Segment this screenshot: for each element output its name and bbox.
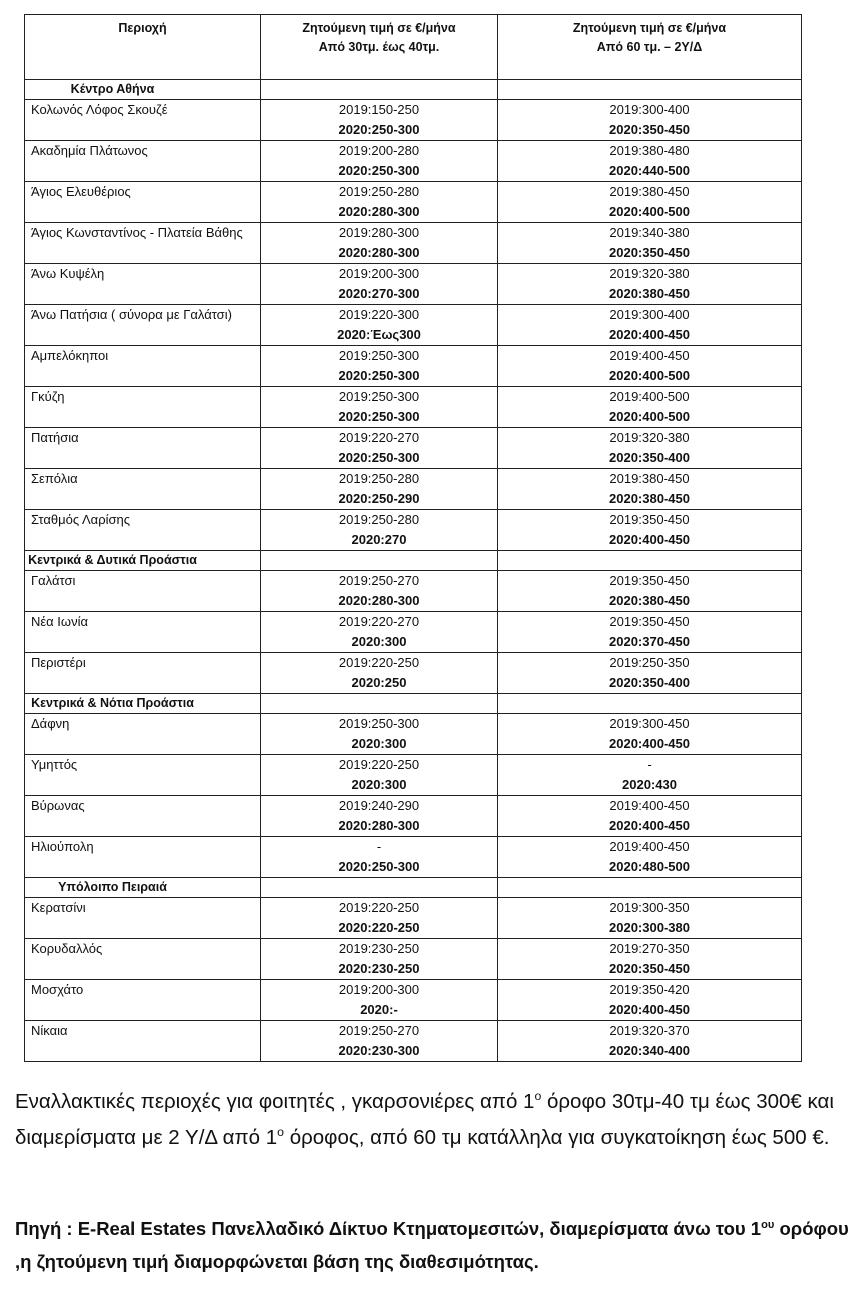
empty-cell	[498, 878, 802, 898]
area-name: Γκύζη	[25, 387, 261, 428]
price-2020: 2020:350-450	[609, 122, 690, 137]
price-small-apartment	[261, 714, 498, 755]
price-two-bedroom	[498, 346, 802, 387]
price-2020: 2020:270	[351, 532, 407, 547]
price-2019: 2019:300-450	[609, 716, 690, 731]
price-2020: 2020:300	[351, 634, 407, 649]
price-2020: 2020:280-300	[338, 593, 420, 608]
table-row	[25, 346, 802, 387]
price-2019: 2019:400-450	[609, 839, 690, 854]
price-2019: 2019:250-300	[338, 348, 420, 363]
area-name: Ηλιούπολη	[25, 837, 261, 878]
price-two-bedroom	[498, 469, 802, 510]
table-row	[25, 428, 802, 469]
table-row	[25, 796, 802, 837]
area-name: Κορυδαλλός	[25, 939, 261, 980]
area-name: Νέα Ιωνία	[25, 612, 261, 653]
table-row	[25, 898, 802, 939]
price-two-bedroom	[498, 571, 802, 612]
price-2019: 2019:350-450	[609, 573, 690, 588]
price-small-apartment	[261, 980, 498, 1021]
price-2019: 2019:250-300	[338, 389, 420, 404]
price-2020: 2020:400-450	[609, 532, 690, 547]
price-2020: 2020:430	[622, 777, 677, 792]
price-2019: 2019:340-380	[609, 225, 690, 240]
price-2019: 2019:220-270	[338, 430, 420, 445]
price-small-apartment	[261, 898, 498, 939]
price-2019: 2019:230-250	[338, 941, 420, 956]
price-2020: 2020:220-250	[338, 920, 420, 935]
price-2019: 2019:350-450	[609, 614, 690, 629]
price-two-bedroom	[498, 510, 802, 551]
price-2019: 2019:350-450	[609, 512, 690, 527]
table-row	[25, 571, 802, 612]
empty-cell	[261, 878, 498, 898]
section-header-row	[25, 694, 802, 714]
empty-cell	[498, 551, 802, 571]
price-small-apartment	[261, 837, 498, 878]
price-2019: 2019:250-280	[338, 512, 420, 527]
price-2020: 2020:280-300	[338, 245, 420, 260]
header-area: Περιοχή	[25, 15, 261, 80]
price-two-bedroom	[498, 980, 802, 1021]
price-2019: 2019:380-480	[609, 143, 690, 158]
price-2020: 2020:300	[351, 736, 407, 751]
price-2019: 2019:300-350	[609, 900, 690, 915]
table-row	[25, 837, 802, 878]
price-2020: 2020:230-250	[338, 961, 420, 976]
table-row	[25, 714, 802, 755]
area-name: Σταθμός Λαρίσης	[25, 510, 261, 551]
table-row	[25, 264, 802, 305]
price-2019: 2019:300-400	[609, 102, 690, 117]
price-2019: 2019:320-380	[609, 266, 690, 281]
price-small-apartment	[261, 182, 498, 223]
table-row	[25, 510, 802, 551]
area-name: Γαλάτσι	[25, 571, 261, 612]
header-two-bedroom: Ζητούμενη τιμή σε €/μήνα Από 60 τμ. – 2Υ/Δ	[498, 15, 802, 80]
section-header-row	[25, 878, 802, 898]
section-header-row	[25, 551, 802, 571]
price-two-bedroom	[498, 612, 802, 653]
price-2020: 2020:400-450	[609, 818, 690, 833]
table-row	[25, 100, 802, 141]
price-2019: 2019:250-280	[338, 471, 420, 486]
section-header-row	[25, 80, 802, 100]
price-2020: 2020:350-450	[609, 961, 690, 976]
empty-cell	[498, 80, 802, 100]
price-2019: 2019:200-300	[338, 266, 420, 281]
price-2020: 2020:270-300	[338, 286, 420, 301]
price-2019: -	[647, 757, 652, 772]
table-row	[25, 755, 802, 796]
table-row	[25, 469, 802, 510]
area-name: Ακαδημία Πλάτωνος	[25, 141, 261, 182]
price-2019: 2019:320-370	[609, 1023, 690, 1038]
price-two-bedroom	[498, 100, 802, 141]
area-name: Νίκαια	[25, 1021, 261, 1062]
price-two-bedroom	[498, 939, 802, 980]
area-name: Άγιος Ελευθέριος	[25, 182, 261, 223]
price-2019: 2019:240-290	[338, 798, 420, 813]
price-2020: 2020:250-300	[338, 163, 420, 178]
area-name: Πατήσια	[25, 428, 261, 469]
price-2020: 2020:400-500	[609, 368, 690, 383]
price-2019: 2019:220-250	[338, 900, 420, 915]
table-row	[25, 387, 802, 428]
price-2020: 2020:400-500	[609, 409, 690, 424]
price-2019: 2019:400-450	[609, 798, 690, 813]
empty-cell	[261, 694, 498, 714]
table-header-row	[25, 15, 802, 80]
price-2019: 2019:280-300	[338, 225, 420, 240]
price-two-bedroom	[498, 264, 802, 305]
table-row	[25, 141, 802, 182]
price-2019: 2019:220-250	[338, 757, 420, 772]
price-2019: 2019:320-380	[609, 430, 690, 445]
price-two-bedroom	[498, 755, 802, 796]
price-two-bedroom	[498, 898, 802, 939]
price-two-bedroom	[498, 223, 802, 264]
price-small-apartment	[261, 141, 498, 182]
table-row	[25, 653, 802, 694]
empty-cell	[261, 551, 498, 571]
price-small-apartment	[261, 264, 498, 305]
table-row	[25, 980, 802, 1021]
section-name: Κεντρικά & Δυτικά Προάστια	[25, 551, 261, 571]
price-2020: 2020:300-380	[609, 920, 690, 935]
price-2019: 2019:200-280	[338, 143, 420, 158]
price-small-apartment	[261, 100, 498, 141]
note-paragraph: Εναλλακτικές περιοχές για φοιτητές , γκαρσονιέρες από $1^o$ όροφο 30τμ-40 τμ έως 300€ και διαμερίσματα με 2 Υ/Δ από $1^o$ όροφος, από 60 τμ κατάλληλα για συγκατοίκηση έως 500 €.	[15, 1089, 834, 1149]
table-row	[25, 939, 802, 980]
price-2020: 2020:400-450	[609, 327, 690, 342]
price-2020: 2020:Έως300	[337, 327, 421, 342]
price-2020: 2020:440-500	[609, 163, 690, 178]
price-small-apartment	[261, 796, 498, 837]
price-two-bedroom	[498, 141, 802, 182]
price-2020: 2020:-	[360, 1002, 398, 1017]
price-2019: -	[376, 839, 382, 854]
price-2020: 2020:300	[351, 777, 407, 792]
empty-cell	[261, 80, 498, 100]
price-2020: 2020:280-300	[338, 204, 420, 219]
price-2020: 2020:350-400	[609, 450, 690, 465]
price-small-apartment	[261, 571, 498, 612]
price-two-bedroom	[498, 182, 802, 223]
area-name: Κερατσίνι	[25, 898, 261, 939]
price-2020: 2020:370-450	[609, 634, 690, 649]
section-name: Κεντρικά & Νότια Προάστια	[25, 694, 261, 714]
price-2020: 2020:380-450	[609, 491, 690, 506]
price-2019: 2019:220-300	[338, 307, 420, 322]
source-paragraph: Πηγή : E-Real Estates Πανελλαδικό Δίκτυο Κτηματομεσιτών, διαμερίσματα άνω του $1^{o\upsilon}$ ορόφου ,η ζητούμενη τιμή διαμορφώνεται βάση της διαθεσιμότητας.	[15, 1218, 849, 1272]
price-small-apartment	[261, 612, 498, 653]
price-2019: 2019:250-270	[338, 573, 420, 588]
area-name: Άνω Πατήσια ( σύνορα με Γαλάτσι)	[25, 305, 261, 346]
price-2020: 2020:340-400	[609, 1043, 690, 1058]
price-2019: 2019:400-500	[609, 389, 690, 404]
price-small-apartment	[261, 1021, 498, 1062]
price-two-bedroom	[498, 796, 802, 837]
table-row	[25, 612, 802, 653]
header-small-apartments: Ζητούμενη τιμή σε €/μήνα Από 30τμ. έως 40τμ.	[261, 15, 498, 80]
section-name: Υπόλοιπο Πειραιά	[25, 878, 261, 898]
price-2020: 2020:400-500	[609, 204, 690, 219]
price-small-apartment	[261, 387, 498, 428]
price-small-apartment	[261, 510, 498, 551]
price-2019: 2019:250-270	[338, 1023, 420, 1038]
price-two-bedroom	[498, 428, 802, 469]
price-2020: 2020:250-300	[338, 409, 420, 424]
price-2020: 2020:400-450	[609, 1002, 690, 1017]
area-name: Βύρωνας	[25, 796, 261, 837]
price-two-bedroom	[498, 714, 802, 755]
price-two-bedroom	[498, 1021, 802, 1062]
price-2020: 2020:250-300	[338, 450, 420, 465]
price-2020: 2020:280-300	[338, 818, 420, 833]
price-2020: 2020:250-290	[338, 491, 420, 506]
section-name: Κέντρο Αθήνα	[25, 80, 261, 100]
price-small-apartment	[261, 223, 498, 264]
area-name: Σεπόλια	[25, 469, 261, 510]
price-small-apartment	[261, 939, 498, 980]
price-two-bedroom	[498, 653, 802, 694]
area-name: Άγιος Κωνσταντίνος - Πλατεία Βάθης	[25, 223, 261, 264]
price-small-apartment	[261, 469, 498, 510]
price-2019: 2019:400-450	[609, 348, 690, 363]
price-2019: 2019:380-450	[609, 471, 690, 486]
area-name: Μοσχάτο	[25, 980, 261, 1021]
area-name: Υμηττός	[25, 755, 261, 796]
area-name: Δάφνη	[25, 714, 261, 755]
table-row	[25, 223, 802, 264]
price-2019: 2019:250-300	[338, 716, 420, 731]
price-small-apartment	[261, 755, 498, 796]
price-2019: 2019:350-420	[609, 982, 690, 997]
price-2019: 2019:250-350	[609, 655, 690, 670]
price-2019: 2019:200-300	[338, 982, 420, 997]
price-2019: 2019:150-250	[338, 102, 420, 117]
price-2020: 2020:350-400	[609, 675, 690, 690]
area-name: Κολωνός Λόφος Σκουζέ	[25, 100, 261, 141]
price-2020: 2020:480-500	[609, 859, 690, 874]
price-two-bedroom	[498, 387, 802, 428]
table-row	[25, 182, 802, 223]
price-small-apartment	[261, 346, 498, 387]
price-2020: 2020:380-450	[609, 286, 690, 301]
price-2020: 2020:350-450	[609, 245, 690, 260]
price-2019: 2019:220-250	[338, 655, 420, 670]
price-small-apartment	[261, 653, 498, 694]
area-name: Άνω Κυψέλη	[25, 264, 261, 305]
price-2020: 2020:250-300	[338, 122, 420, 137]
table-row	[25, 1021, 802, 1062]
price-2019: 2019:270-350	[609, 941, 690, 956]
price-2020: 2020:250-300	[338, 859, 420, 874]
rental-price-table	[24, 14, 802, 1062]
area-name: Αμπελόκηποι	[25, 346, 261, 387]
area-name: Περιστέρι	[25, 653, 261, 694]
price-2020: 2020:230-300	[338, 1043, 420, 1058]
price-2019: 2019:250-280	[338, 184, 420, 199]
price-2019: 2019:300-400	[609, 307, 690, 322]
price-2020: 2020:250-300	[338, 368, 420, 383]
table-row	[25, 305, 802, 346]
price-2020: 2020:380-450	[609, 593, 690, 608]
price-two-bedroom	[498, 305, 802, 346]
price-2019: 2019:380-450	[609, 184, 690, 199]
empty-cell	[498, 694, 802, 714]
price-small-apartment	[261, 305, 498, 346]
price-2019: 2019:220-270	[338, 614, 420, 629]
price-two-bedroom	[498, 837, 802, 878]
price-2020: 2020:400-450	[609, 736, 690, 751]
price-small-apartment	[261, 428, 498, 469]
price-2020: 2020:250	[351, 675, 407, 690]
